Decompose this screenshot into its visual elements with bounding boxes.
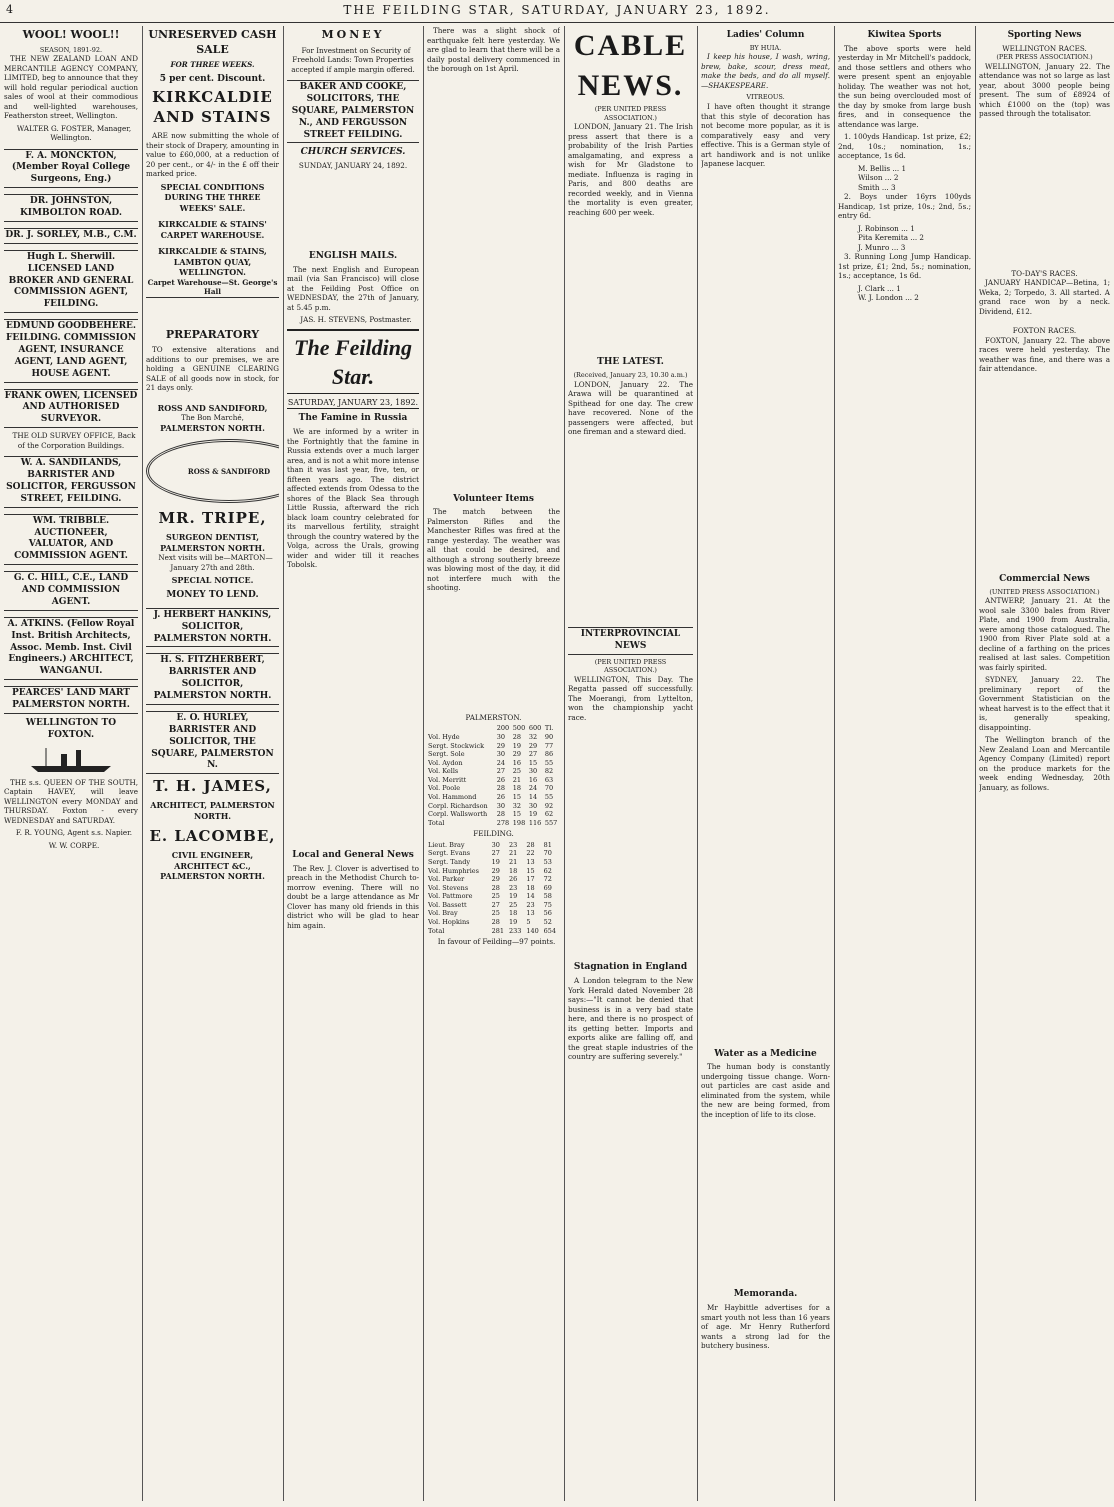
table-cell: Lieut. Bray (428, 840, 465, 849)
mails-sign: JAS. H. STEVENS, Postmaster. (300, 315, 412, 325)
steamship-icon (26, 746, 116, 774)
table-cell: 27 (491, 849, 500, 858)
table-cell: 19 (512, 741, 522, 750)
discount-label: 5 per cent. Discount. (159, 73, 266, 84)
commercial-press: (UNITED PRESS ASSOCIATION.) (989, 587, 1100, 596)
table-cell: 70 (543, 849, 552, 858)
column-2 (146, 26, 279, 1501)
event-result: J. Munro ... 3 (858, 242, 906, 252)
event-title: 3. Running Long Jump Handicap. 1st prize, £1; 2nd, 5s.; nomination, 1s.; acceptance, 1s 6d. (838, 252, 971, 281)
table-cell: 30 (528, 767, 538, 776)
hankins-ad: J. HERBERT HANKINS, SOLICITOR, PALMERSTON NORTH. (146, 608, 279, 648)
table-cell: Vol. Kells (428, 767, 459, 776)
feilding-scores (427, 841, 560, 935)
table-row (427, 875, 560, 884)
races-press: (PER PRESS ASSOCIATION.) (996, 53, 1093, 62)
table-cell: Corpl. Wallsworth (428, 810, 488, 819)
table-cell: 19 (528, 810, 538, 819)
table-cell: 18 (508, 866, 518, 875)
volunteer-heading: Volunteer Items (453, 493, 534, 504)
table-cell: 30 (496, 750, 506, 759)
paper-date: SATURDAY, JANUARY 23, 1892. (287, 398, 419, 410)
races-heading: WELLINGTON RACES. (1002, 43, 1087, 53)
table-cell: 28 (512, 732, 522, 741)
table-row (427, 892, 560, 901)
table-row (427, 858, 560, 867)
table-cell: 5 (526, 918, 531, 927)
ladies-body: I have often thought it strange that this style of decoration has not become more popular, as it is comparatively easy and very effective. This is a German style of art handiwork and is not unlike Japanese lacquer. (701, 102, 830, 169)
table-cell: 30 (528, 801, 538, 810)
lacombe-name: E. LACOMBE, (149, 827, 276, 846)
table-cell: 16 (528, 775, 538, 784)
table-cell: 14 (526, 892, 535, 901)
score-total-cell: 557 (544, 818, 558, 827)
column-rule (975, 26, 976, 1501)
tripe-sub: SURGEON DENTIST, PALMERSTON NORTH. (160, 532, 265, 553)
local-body: The Rev. J. Clover is advertised to preach in the Methodist Church to-morrow evening. There will no doubt be a large attendance as Mr Clover has many old friends in this district who will be glad to hear him again. (287, 863, 419, 930)
column-8 (979, 26, 1110, 1501)
column-rule (834, 26, 835, 1501)
church-date: SUNDAY, JANUARY 24, 1892. (298, 161, 408, 171)
table-cell: 25 (491, 892, 500, 901)
table-cell: 18 (508, 909, 518, 918)
column-rule (142, 26, 143, 1501)
score-total-cell: 140 (526, 926, 539, 935)
cable-body: LONDON, January 21. The Irish press assert that there is a probability of the Irish Parties amalgamating, and express a wish for Mr Gladstone to mediate. Influenza is raging in Paris, and 800 deaths are recorded weekly, and in Vienna the mortality is even greater, reaching 600 per week. (568, 122, 693, 217)
table-cell: 30 (491, 840, 500, 849)
table-cell: 27 (491, 900, 500, 909)
score-total-cell: 233 (508, 926, 522, 935)
memoranda-body: Mr Haybittle advertises for a smart youth not less than 16 years of age. Mr Henry Rutherford wants a strong lad for the butchery business. (701, 1303, 830, 1351)
table-cell: 16 (512, 758, 522, 767)
score-col-header: 600 (528, 724, 542, 733)
table-cell: 28 (496, 784, 506, 793)
table-cell: 69 (543, 883, 552, 892)
table-cell: 28 (491, 883, 500, 892)
hill-ad: G. C. HILL, C.E., LAND AND COMMISSION AGENT. (4, 571, 138, 611)
sorley-ad: DR. J. SORLEY, M.B., C.M. (4, 228, 138, 244)
johnston-ad: DR. JOHNSTON, KIMBOLTON ROAD. (4, 194, 138, 222)
table-cell: 29 (491, 875, 500, 884)
table-cell: 26 (496, 775, 506, 784)
table-cell: Vol. Bassett (428, 900, 467, 909)
ladies-by: BY HUIA. (749, 43, 782, 52)
kiwitea-body: The above sports were held yesterday in Mr Mitchell's paddock, and those settlers and others who were present spent an enjoyable holiday. The weather was not hot, the sun being overclouded most of the day by smoke from large bush fires, and in consequence the attendance was large. (838, 43, 971, 129)
column-7 (838, 26, 971, 1501)
event-result: M. Bellis ... 1 (858, 163, 907, 173)
preparatory-heading: PREPARATORY (165, 327, 260, 341)
ross-place: PALMERSTON NORTH. (160, 422, 265, 433)
paper-title: The Feilding Star. (287, 329, 419, 394)
survey-office: THE OLD SURVEY OFFICE, Back of the Corporation Buildings. (12, 431, 136, 450)
table-row (427, 810, 560, 819)
table-cell: 29 (491, 866, 500, 875)
ornamental-oval (146, 439, 279, 503)
table-cell: 53 (543, 857, 552, 866)
table-cell: Sergt. Sole (428, 750, 465, 759)
today-heading: TO-DAY'S RACES. (1011, 268, 1078, 278)
table-row (427, 784, 560, 793)
table-cell: 52 (543, 918, 552, 927)
column-3 (287, 26, 419, 1501)
table-row (427, 867, 560, 876)
foxton-races-body: FOXTON, January 22. The above races were held yesterday. The weather was fine, and there was a fair attendance. (979, 335, 1110, 374)
table-cell: Sergt. Evans (428, 849, 471, 858)
table-cell: 15 (528, 758, 538, 767)
table-cell: Vol. Bray (428, 909, 458, 918)
table-row (427, 901, 560, 910)
wool-heading: WOOL! WOOL!! (22, 28, 120, 41)
stagnation-body: A London telegram to the New York Herald dated November 28 says:—"It cannot be denied that business is in a very bad state here, and there is no prospect of its getting better. Imports and exports alike are falling off, and the great staple industries of the country are suffering severely." (568, 976, 693, 1062)
cable-press: (PER UNITED PRESS ASSOCIATION.) (594, 105, 667, 122)
cash-sale-sub: FOR THREE WEEKS. (170, 60, 255, 70)
score-total-cell: 116 (528, 818, 542, 827)
event-result: Wilson ... 2 (858, 173, 899, 183)
score-total-cell: 278 (496, 818, 510, 827)
table-cell: 13 (526, 857, 535, 866)
table-row (427, 733, 560, 742)
latest-body: LONDON, January 22. The Arawa will be quarantined at Spithead for one day. The crew have recovered. None of the passengers were affected, but one fireman and a steward died. (568, 379, 693, 437)
table-cell: 56 (543, 909, 552, 918)
event-result: J. Robinson ... 1 (858, 223, 915, 233)
table-cell: Vol. Hyde (428, 732, 460, 741)
table-row (427, 909, 560, 918)
money-to-lend: MONEY TO LEND. (166, 589, 259, 600)
table-cell: 24 (496, 758, 506, 767)
event-title: 2. Boys under 16yrs 100yds Handicap, 1st prize, 10s.; 2nd, 5s.; entry 6d. (838, 192, 971, 221)
table-row (427, 750, 560, 759)
commercial-heading: Commercial News (999, 573, 1090, 584)
table-cell: 27 (496, 767, 506, 776)
page-number: 4 (6, 3, 13, 16)
commercial-body: ANTWERP, January 21. At the wool sale 3300 bales from River Plate, and 1900 from Australia, were among those catalogued. The 1900 from River Plate sold at a decline of a farthing on the prices realised at last sales. Competition was fairly spirited. (979, 596, 1110, 672)
column-rule (697, 26, 698, 1501)
james-sub: ARCHITECT, PALMERSTON NORTH. (150, 800, 275, 821)
score-total-cell: 654 (543, 926, 557, 935)
goodbehere-ad: EDMUND GOODBEHERE. FEILDING. COMMISSION AGENT, INSURANCE AGENT, LAND AGENT, HOUSE AGENT. (4, 319, 138, 382)
tripe-visit: Next visits will be—MARTON—January 27th and 28th. (158, 553, 273, 572)
table-cell: 32 (528, 732, 538, 741)
table-cell: Vol. Parker (428, 875, 465, 884)
vitreous-sub: VITREOUS. (746, 93, 785, 102)
table-row (427, 802, 560, 811)
interprovincial-body: WELLINGTON, This Day. The Regatta passed off successfully. The Moerangi, from Lyttelton, won the championship yacht race. (568, 674, 693, 722)
table-cell: 30 (496, 732, 506, 741)
event-result: J. Clark ... 1 (858, 283, 901, 293)
wool-sign: WALTER G. FOSTER, Manager, Wellington. (16, 123, 132, 143)
ladies-heading: Ladies' Column (726, 30, 805, 40)
column-1 (4, 26, 138, 1501)
table-row (427, 918, 560, 927)
table-cell: 24 (528, 784, 538, 793)
mails-body: The next English and European mail (via San Francisco) will close at the Feilding Post Office on WEDNESDAY, the 27th of January, at 5.45 p.m. (287, 264, 419, 312)
james-name: T. H. JAMES, (153, 777, 272, 796)
score-total-cell: 198 (512, 818, 526, 827)
table-cell: 21 (508, 857, 518, 866)
column-6 (701, 26, 830, 1501)
table-cell: Sergt. Tandy (428, 857, 471, 866)
table-cell: Vol. Humphries (428, 866, 479, 875)
table-cell: Vol. Hopkins (428, 918, 470, 927)
score-col-header (427, 724, 496, 733)
baker-cooke-ad: BAKER AND COOKE, SOLICITORS, THE SQUARE, PALMERSTON N., AND FERGUSSON STREET FEILDING. (287, 80, 419, 143)
table-cell: 75 (543, 900, 552, 909)
lacombe-sub: CIVIL ENGINEER, ARCHITECT &C., PALMERSTON NORTH. (160, 849, 265, 882)
wool-season: SEASON, 1891-92. (39, 45, 103, 54)
table-row (427, 759, 560, 768)
table-cell: Vol. Stevens (428, 883, 469, 892)
corpe-sign: W. W. CORPE. (48, 840, 100, 850)
tripe-name: MR. TRIPE, (158, 509, 267, 528)
table-cell: 81 (543, 840, 552, 849)
races-body: WELLINGTON, January 22. The attendance was not so large as last year, about 3000 people being present. The sum of £8924 of which £1000 on the (top) was passed through the totalisator. (979, 61, 1110, 119)
table-cell: 30 (496, 801, 506, 810)
special-conditions: SPECIAL CONDITIONS DURING THE THREE WEEKS' SALE. (160, 181, 265, 213)
table-cell: 25 (512, 767, 522, 776)
ross-sandiford: ROSS AND SANDIFORD, (157, 402, 268, 413)
local-heading: Local and General News (292, 849, 414, 860)
table-row (427, 841, 560, 850)
foxton-races-heading: FOXTON RACES. (1012, 326, 1077, 336)
table-cell: Sergt. Stockwick (428, 741, 485, 750)
monckton-ad: F. A. MONCKTON, (Member Royal College Surgeons, Eng.) (4, 149, 138, 189)
oval-text: ROSS & SANDIFORD (187, 466, 271, 476)
score-col-header: 500 (512, 724, 526, 733)
feilding-score-rows (427, 841, 560, 927)
kirkcaldie-title: KIRKCALDIE AND STAINS (152, 88, 273, 127)
table-cell: 23 (508, 840, 518, 849)
water-heading: Water as a Medicine (714, 1048, 817, 1059)
foxton-heading: WELLINGTON TO FOXTON. (25, 717, 117, 740)
table-cell: 72 (543, 875, 552, 884)
favour-line: In favour of Feilding—97 points. (437, 937, 556, 947)
masthead (0, 0, 1114, 23)
event-result: W. J. London ... 2 (858, 293, 919, 303)
sporting-heading: Sporting News (1007, 30, 1082, 40)
fitzherbert-ad: H. S. FITZHERBERT, BARRISTER AND SOLICITOR, PALMERSTON NORTH. (146, 653, 279, 705)
sandilands-ad: W. A. SANDILANDS, BARRISTER AND SOLICITOR, FERGUSSON STREET, FEILDING. (4, 456, 138, 508)
palmerston-scores (427, 724, 560, 827)
table-cell: Vol. Pattmore (428, 892, 473, 901)
cable-heading: CABLE NEWS. (573, 29, 688, 102)
table-cell: 55 (544, 793, 554, 801)
table-cell: 22 (526, 849, 535, 858)
table-cell: 27 (528, 750, 538, 759)
wool-body: THE NEW ZEALAND LOAN AND MERCANTILE AGENCY COMPANY, LIMITED, beg to announce that they will hold regular periodical auction sales of wool at their commodious and well-lighted warehouses, Featherston street, Wellington. (4, 54, 138, 121)
score-header-row (427, 724, 560, 733)
table-cell: 19 (508, 918, 518, 927)
table-row (427, 793, 560, 802)
table-row (427, 849, 560, 858)
column-4 (427, 26, 560, 1501)
table-row (427, 767, 560, 776)
table-cell: 21 (508, 849, 518, 858)
table-cell: Vol. Aydon (428, 758, 463, 767)
table-cell: 13 (526, 909, 535, 918)
table-cell: 18 (526, 883, 535, 892)
owen-ad: FRANK OWEN, LICENSED AND AUTHORISED SURVEYOR. (4, 389, 138, 429)
column-rule (564, 26, 565, 1501)
table-cell: 28 (496, 810, 506, 819)
table-cell: 17 (526, 875, 535, 884)
score-total-cell: 281 (491, 926, 505, 935)
table-cell: 62 (543, 866, 552, 875)
table-cell: 28 (526, 840, 535, 849)
table-cell: 29 (496, 741, 506, 750)
table-cell: 15 (512, 793, 522, 801)
kirkcaldie-body: ARE now submitting the whole of their stock of Drapery, amounting in value to £60,000, at a reduction of 20 per cent., or 4/- in the £ off their marked price. (146, 131, 279, 178)
column-5 (568, 26, 693, 1501)
volunteer-body: The match between the Palmerston Rifles and the Manchester Rifles was fired at the range yesterday. The weather was all that could be desired, and although a strong southerly breeze was blowing most of the day, it did not interfere much with the shooting. (427, 507, 560, 593)
score-col-header: 200 (496, 724, 510, 733)
feilding-heading: FEILDING. (473, 829, 514, 839)
table-cell: 15 (526, 866, 535, 875)
table-cell: Corpl. Richardson (428, 801, 488, 810)
table-cell: Vol. Hammond (428, 793, 477, 801)
stagnation-heading: Stagnation in England (573, 962, 688, 973)
column-rule (423, 26, 424, 1501)
table-cell: 77 (544, 741, 554, 750)
table-cell: 58 (543, 892, 552, 901)
table-cell: 28 (491, 918, 500, 927)
event-result: Smith ... 3 (858, 182, 896, 192)
newspaper-title: THE FEILDING STAR, SATURDAY, JANUARY 23, 1892. (343, 3, 771, 17)
carpet-warehouse: KIRKCALDIE & STAINS' CARPET WAREHOUSE. (158, 219, 267, 240)
tribble-ad: WM. TRIBBLE. AUCTIONEER, VALUATOR, AND COMMISSION AGENT. (4, 514, 138, 566)
preparatory-body: TO extensive alterations and additions to our premises, we are holding a GENUINE CLEARING SALE of all goods now in stock, for 21 days only. (146, 345, 279, 393)
today-body: JANUARY HANDICAP—Betina, 1; Weka, 2; Torpedo, 3. All started. A grand race won by a neck. Dividend, £12. (979, 278, 1110, 316)
table-row (427, 776, 560, 785)
table-cell: 15 (512, 810, 522, 819)
table-row (427, 884, 560, 893)
table-cell: 62 (544, 810, 554, 819)
table-cell: 32 (512, 801, 522, 810)
table-cell: Vol. Merritt (428, 775, 467, 784)
table-cell: 86 (544, 750, 554, 759)
bon-marche: The Bon Marché, (181, 413, 244, 423)
famine-heading: The Famine in Russia (298, 413, 408, 424)
score-total-row (427, 927, 560, 936)
table-cell: 25 (491, 909, 500, 918)
famine-body: We are informed by a writer in the Fortnightly that the famine in Russia extends over a much larger area, and is not a whit more intense than it was last year, five, ten, or fifteen years ago. The district affected extends from Odessa to the shores of the Black Sea through Little Russia, afterward the rich black loam country celebrated for its marvellous fertility, straight through the country watered by the Volga, across the Urals, growing wider and wider till it reaches Tobolsk. (287, 427, 419, 570)
latest-date: (Received, January 23, 10.30 a.m.) (573, 371, 688, 380)
table-cell: 23 (526, 900, 535, 909)
column-rule (283, 26, 284, 1501)
score-total-row (427, 819, 560, 828)
memoranda-heading: Memoranda. (733, 1289, 798, 1300)
table-cell: 29 (528, 741, 538, 750)
table-cell: 90 (544, 732, 554, 741)
special-notice: SPECIAL NOTICE. (171, 575, 254, 586)
table-cell: 70 (544, 784, 554, 793)
atkins-ad: A. ATKINS. (Fellow Royal Inst. British Architects, Assoc. Memb. Inst. Civil Engineers.) ARCHITECT, WANGANUI. (4, 617, 138, 680)
palmerston-score-rows (427, 733, 560, 819)
table-cell: 55 (544, 758, 554, 767)
foxton-body: THE s.s. QUEEN OF THE SOUTH, Captain HAVEY, will leave WELLINGTON every MONDAY and THURSDAY. Foxton - every WEDNESDAY and SATURDAY. (4, 777, 138, 825)
interprovincial-heading: INTERPROVINCIAL NEWS (568, 627, 693, 655)
sherwill-ad: Hugh L. Sherwill. LICENSED LAND BROKER AND GENERAL COMMISSION AGENT, FEILDING. (4, 250, 138, 313)
money-body: For Investment on Security of Freehold Lands: Town Properties accepted if ample margin offered. (291, 45, 415, 74)
ladies-quote: I keep his house, I wash, wring, brew, bake, scour, dress meat, make the beds, and do all myself. —SHAKESPEARE. (701, 52, 830, 90)
event-title: 1. 100yds Handicap. 1st prize, £2; 2nd, 10s.; nomination, 1s.; acceptance, 1s 6d. (838, 132, 971, 161)
water-body: The human body is constantly undergoing tissue change. Worn-out particles are cast aside and eliminated from the system, while the new are being formed, from the inception of life to its close. (701, 1062, 830, 1119)
table-cell: 14 (528, 793, 538, 801)
mails-heading: ENGLISH MAILS. (308, 250, 398, 261)
event-result: Pita Keremita ... 2 (858, 233, 924, 243)
table-cell: 19 (508, 892, 518, 901)
church-heading: CHURCH SERVICES. (300, 147, 406, 158)
hurley-ad: E. O. HURLEY, BARRISTER AND SOLICITOR, THE SQUARE, PALMERSTON N. (146, 711, 279, 774)
kirkcaldie-sign: KIRKCALDIE & STAINS, LAMBTON QUAY, WELLINGTON. (158, 246, 267, 278)
table-cell: 23 (508, 883, 518, 892)
table-cell: 29 (512, 750, 522, 759)
event-list (838, 132, 971, 303)
interprovincial-press: (PER UNITED PRESS ASSOCIATION.) (594, 657, 667, 675)
foxton-sign: F. R. YOUNG, Agent s.s. Napier. (15, 828, 133, 838)
table-cell: 25 (508, 900, 518, 909)
table-cell: 92 (544, 801, 554, 810)
cash-sale-heading: UNRESERVED CASH SALE (148, 28, 277, 56)
table-cell: 21 (512, 775, 522, 784)
local-continued: There was a slight shock of earthquake felt here yesterday. We are glad to learn that there will be a daily postal delivery commenced in the borough on 1st April. (427, 26, 560, 73)
palmerston-heading: PALMERSTON. (465, 712, 522, 722)
score-total-cell: Total (428, 926, 445, 935)
table-cell: 18 (512, 784, 522, 793)
money-heading: MONEY (321, 28, 385, 41)
table-cell: 26 (496, 793, 506, 801)
score-col-header: Tl. (544, 724, 554, 733)
pearces-ad: PEARCES' LAND MART PALMERSTON NORTH. (4, 686, 138, 714)
table-cell: 26 (508, 875, 518, 884)
table-row (427, 742, 560, 751)
sydney-body: SYDNEY, January 22. The preliminary report of the Government Statistician on the wheat harvest is to the effect that it is, generally speaking, disappointing. (979, 675, 1110, 732)
table-cell: Vol. Poole (428, 784, 461, 793)
wellington-body: The Wellington branch of the New Zealand Loan and Mercantile Agency Company (Limited) report on the produce markets for the week ending Wednesday, 20th January, as follows. (979, 735, 1110, 792)
kirkcaldie-foot: Carpet Warehouse—St. George's Hall (147, 277, 278, 297)
latest-heading: THE LATEST. (597, 357, 664, 368)
table-cell: 82 (544, 767, 554, 776)
score-total-cell: Total (428, 818, 445, 827)
table-cell: 19 (491, 857, 500, 866)
table-cell: 63 (544, 775, 554, 784)
kiwitea-heading: Kiwitea Sports (867, 30, 942, 40)
